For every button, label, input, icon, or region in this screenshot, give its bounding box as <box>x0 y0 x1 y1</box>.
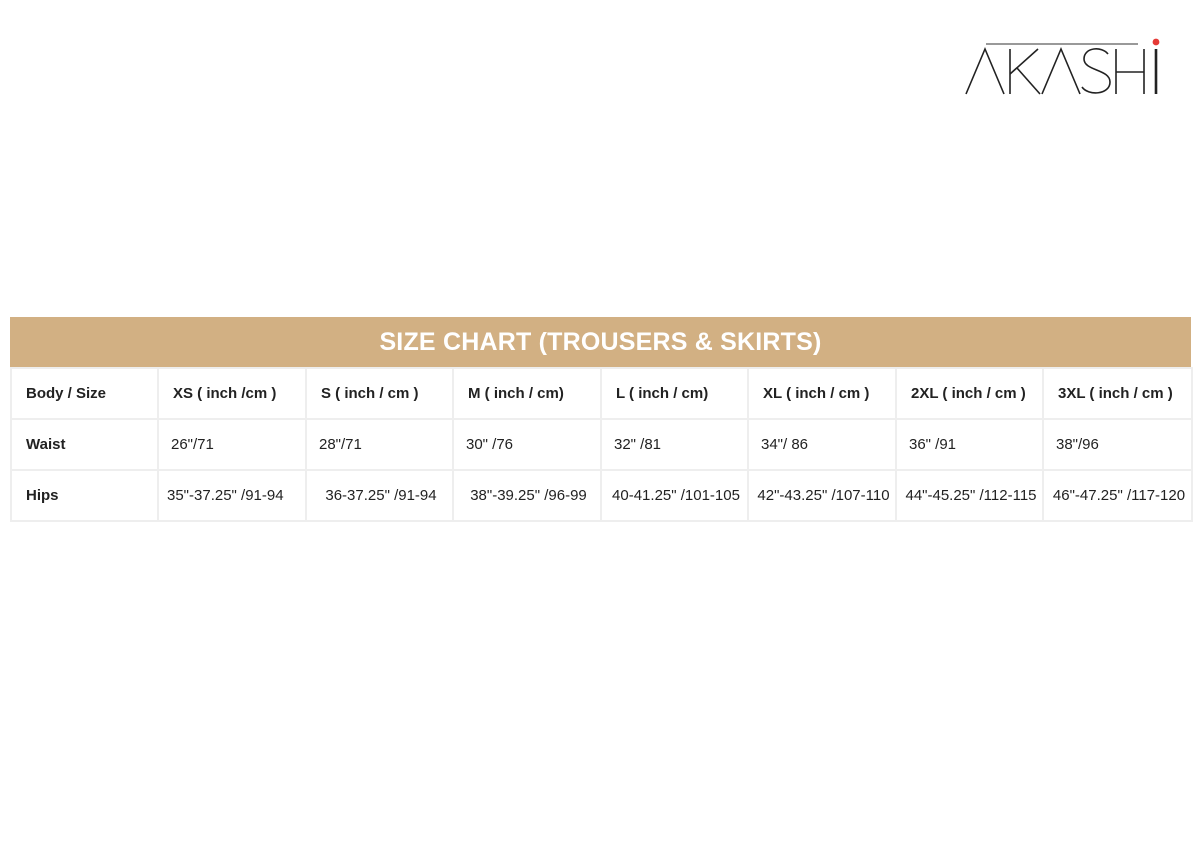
row-label: Waist <box>11 419 158 470</box>
column-header: XS ( inch /cm ) <box>158 368 306 419</box>
table-cell: 40-41.25" /101-105 <box>601 470 748 521</box>
column-header: S ( inch / cm ) <box>306 368 453 419</box>
table-header-row <box>11 368 1192 419</box>
akashi-logo-mark <box>964 38 1164 98</box>
table-cell: 32" /81 <box>601 419 748 470</box>
column-header: 3XL ( inch / cm ) <box>1043 368 1192 419</box>
table-cell: 26"/71 <box>158 419 306 470</box>
table-cell: 30" /76 <box>453 419 601 470</box>
table-row <box>11 419 1192 470</box>
size-table <box>10 367 1193 522</box>
table-cell: 34"/ 86 <box>748 419 896 470</box>
row-label: Hips <box>11 470 158 521</box>
table-cell: 36-37.25" /91-94 <box>306 470 453 521</box>
table-cell: 42"-43.25" /107-110 <box>748 470 896 521</box>
table-cell: 38"-39.25" /96-99 <box>453 470 601 521</box>
table-cell: 38"/96 <box>1043 419 1192 470</box>
brand-logo <box>964 38 1164 98</box>
column-header: Body / Size <box>11 368 158 419</box>
size-chart-title: SIZE CHART (TROUSERS & SKIRTS) <box>10 317 1191 367</box>
column-header: L ( inch / cm) <box>601 368 748 419</box>
column-header: 2XL ( inch / cm ) <box>896 368 1043 419</box>
table-row <box>11 470 1192 521</box>
table-cell: 28"/71 <box>306 419 453 470</box>
column-header: M ( inch / cm) <box>453 368 601 419</box>
table-cell: 36" /91 <box>896 419 1043 470</box>
table-cell: 44"-45.25" /112-115 <box>896 470 1043 521</box>
column-header: XL ( inch / cm ) <box>748 368 896 419</box>
table-cell: 46"-47.25" /117-120 <box>1043 470 1192 521</box>
table-cell: 35"-37.25" /91-94 <box>158 470 306 521</box>
size-chart <box>10 317 1191 522</box>
